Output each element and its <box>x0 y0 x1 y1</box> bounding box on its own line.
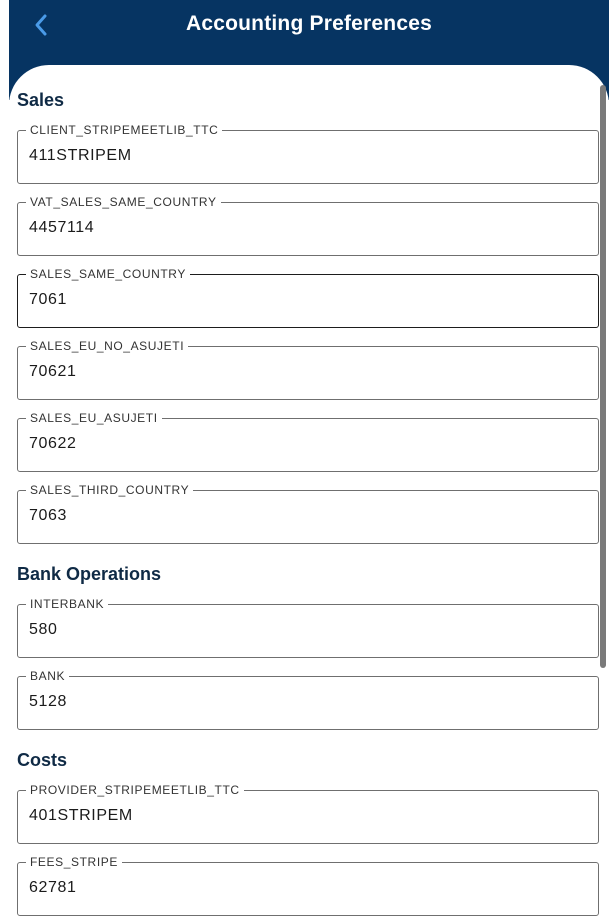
client-stripemeetlib-ttc-input[interactable] <box>29 145 569 167</box>
section-title-costs: Costs <box>17 750 68 770</box>
fees-stripe-input[interactable] <box>29 877 569 899</box>
field-label: FEES_STRIPE <box>26 855 122 869</box>
field-client-stripemeetlib-ttc[interactable] <box>17 123 599 184</box>
sales-third-country-input[interactable] <box>29 505 569 527</box>
field-label: SALES_EU_ASUJETI <box>26 411 162 425</box>
field-label: SALES_EU_NO_ASUJETI <box>26 339 188 353</box>
field-sales-eu-asujeti[interactable] <box>17 411 599 472</box>
page-title: Accounting Preferences <box>186 12 432 35</box>
field-interbank[interactable] <box>17 597 599 658</box>
sales-eu-asujeti-input[interactable] <box>29 433 569 455</box>
field-label: BANK <box>26 669 69 683</box>
interbank-input[interactable] <box>29 619 569 641</box>
field-label: SALES_SAME_COUNTRY <box>26 267 190 281</box>
vat-sales-same-country-input[interactable] <box>29 217 569 239</box>
field-bank[interactable] <box>17 669 599 730</box>
sales-eu-no-asujeti-input[interactable] <box>29 361 569 383</box>
field-fees-stripe[interactable] <box>17 855 599 916</box>
bank-input[interactable] <box>29 691 569 713</box>
section-title-sales: Sales <box>17 90 65 110</box>
field-provider-stripemeetlib-ttc[interactable] <box>17 783 599 844</box>
field-label: VAT_SALES_SAME_COUNTRY <box>26 195 221 209</box>
field-sales-same-country[interactable] <box>17 267 599 328</box>
field-label: PROVIDER_STRIPEMEETLIB_TTC <box>26 783 244 797</box>
scrollbar[interactable] <box>600 85 606 668</box>
section-title-bank-operations: Bank Operations <box>17 564 162 584</box>
sales-same-country-input[interactable] <box>29 289 569 311</box>
field-label: CLIENT_STRIPEMEETLIB_TTC <box>26 123 222 137</box>
field-sales-third-country[interactable] <box>17 483 599 544</box>
field-vat-sales-same-country[interactable] <box>17 195 599 256</box>
provider-stripemeetlib-ttc-input[interactable] <box>29 805 569 827</box>
field-label: INTERBANK <box>26 597 108 611</box>
field-sales-eu-no-asujeti[interactable] <box>17 339 599 400</box>
field-label: SALES_THIRD_COUNTRY <box>26 483 193 497</box>
